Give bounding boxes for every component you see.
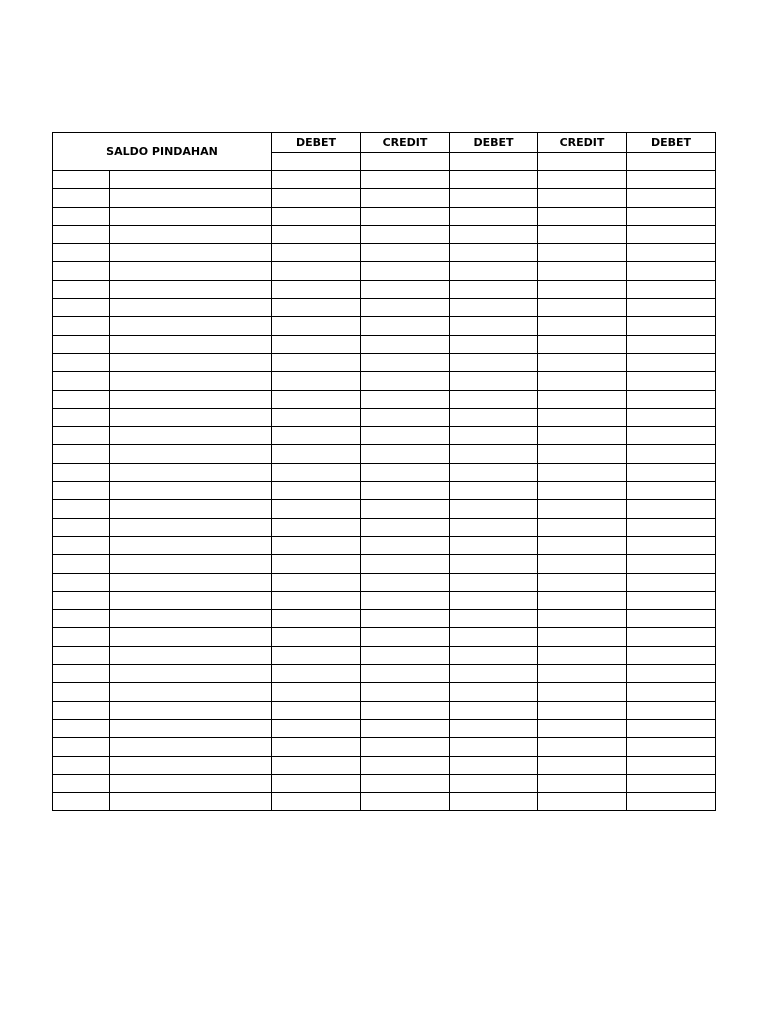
table-cell[interactable] xyxy=(361,353,450,371)
table-cell[interactable] xyxy=(110,701,272,719)
table-cell[interactable] xyxy=(450,573,538,591)
table-cell[interactable] xyxy=(627,299,716,317)
table-cell[interactable] xyxy=(538,646,627,664)
table-cell[interactable] xyxy=(272,207,361,225)
table-cell[interactable] xyxy=(272,317,361,335)
table-cell[interactable] xyxy=(627,463,716,481)
table-cell[interactable] xyxy=(450,793,538,811)
table-cell[interactable] xyxy=(627,793,716,811)
table-cell[interactable] xyxy=(53,299,110,317)
table-cell[interactable] xyxy=(272,646,361,664)
table-cell[interactable] xyxy=(272,262,361,280)
table-cell[interactable] xyxy=(53,719,110,737)
table-row xyxy=(53,171,716,189)
table-cell[interactable] xyxy=(361,738,450,756)
table-cell[interactable] xyxy=(110,299,272,317)
table-cell[interactable] xyxy=(361,719,450,737)
table-cell[interactable] xyxy=(450,756,538,774)
table-cell[interactable] xyxy=(53,774,110,792)
table-row xyxy=(53,555,716,573)
table-cell[interactable] xyxy=(450,408,538,426)
table-cell[interactable] xyxy=(538,573,627,591)
table-row xyxy=(53,591,716,609)
table-cell[interactable] xyxy=(627,518,716,536)
table-row xyxy=(53,683,716,701)
table-cell[interactable] xyxy=(538,317,627,335)
table-cell[interactable] xyxy=(110,793,272,811)
table-row xyxy=(53,463,716,481)
table-cell[interactable] xyxy=(627,482,716,500)
table-cell[interactable] xyxy=(627,500,716,518)
table-row xyxy=(53,225,716,243)
table-cell[interactable] xyxy=(627,774,716,792)
table-cell[interactable] xyxy=(272,189,361,207)
table-cell[interactable] xyxy=(272,573,361,591)
table-cell[interactable] xyxy=(110,171,272,189)
table-cell[interactable] xyxy=(538,536,627,554)
table-cell[interactable] xyxy=(361,244,450,262)
table-row xyxy=(53,774,716,792)
table-cell[interactable] xyxy=(450,482,538,500)
table-cell[interactable] xyxy=(110,262,272,280)
table-cell[interactable] xyxy=(110,408,272,426)
table-cell[interactable] xyxy=(538,628,627,646)
table-cell[interactable] xyxy=(110,646,272,664)
table-cell[interactable] xyxy=(361,793,450,811)
table-cell[interactable] xyxy=(450,390,538,408)
table-cell[interactable] xyxy=(361,555,450,573)
table-row xyxy=(53,445,716,463)
table-cell[interactable] xyxy=(272,353,361,371)
table-cell[interactable] xyxy=(538,591,627,609)
header-subcell xyxy=(538,153,627,171)
table-cell[interactable] xyxy=(450,536,538,554)
table-cell[interactable] xyxy=(450,555,538,573)
table-cell[interactable] xyxy=(53,591,110,609)
table-cell[interactable] xyxy=(53,646,110,664)
table-cell[interactable] xyxy=(450,189,538,207)
table-cell[interactable] xyxy=(272,482,361,500)
table-row xyxy=(53,628,716,646)
table-cell[interactable] xyxy=(450,628,538,646)
table-cell[interactable] xyxy=(450,445,538,463)
table-cell[interactable] xyxy=(538,427,627,445)
table-cell[interactable] xyxy=(272,280,361,298)
table-cell[interactable] xyxy=(627,610,716,628)
table-cell[interactable] xyxy=(450,244,538,262)
table-cell[interactable] xyxy=(110,555,272,573)
table-cell[interactable] xyxy=(538,463,627,481)
table-cell[interactable] xyxy=(110,244,272,262)
table-cell[interactable] xyxy=(272,427,361,445)
table-cell[interactable] xyxy=(627,756,716,774)
table-cell[interactable] xyxy=(450,591,538,609)
header-subcell xyxy=(272,153,361,171)
table-cell[interactable] xyxy=(53,207,110,225)
table-cell[interactable] xyxy=(361,390,450,408)
table-cell[interactable] xyxy=(272,774,361,792)
table-cell[interactable] xyxy=(627,207,716,225)
table-cell[interactable] xyxy=(110,280,272,298)
table-cell[interactable] xyxy=(272,390,361,408)
table-row xyxy=(53,665,716,683)
table-cell[interactable] xyxy=(272,299,361,317)
column-header-credit-2: CREDIT xyxy=(538,133,627,153)
table-cell[interactable] xyxy=(361,225,450,243)
table-cell[interactable] xyxy=(272,591,361,609)
table-cell[interactable] xyxy=(538,756,627,774)
table-cell[interactable] xyxy=(538,335,627,353)
table-cell[interactable] xyxy=(361,299,450,317)
table-cell[interactable] xyxy=(53,189,110,207)
table-cell[interactable] xyxy=(272,719,361,737)
table-cell[interactable] xyxy=(538,482,627,500)
table-cell[interactable] xyxy=(361,701,450,719)
table-cell[interactable] xyxy=(110,427,272,445)
table-cell[interactable] xyxy=(627,683,716,701)
table-cell[interactable] xyxy=(538,610,627,628)
table-cell[interactable] xyxy=(361,207,450,225)
table-cell[interactable] xyxy=(538,665,627,683)
table-cell[interactable] xyxy=(53,793,110,811)
table-cell[interactable] xyxy=(272,518,361,536)
table-cell[interactable] xyxy=(627,408,716,426)
table-cell[interactable] xyxy=(272,335,361,353)
table-cell[interactable] xyxy=(110,719,272,737)
table-cell[interactable] xyxy=(450,719,538,737)
table-cell[interactable] xyxy=(450,463,538,481)
table-cell[interactable] xyxy=(538,171,627,189)
table-cell[interactable] xyxy=(272,244,361,262)
table-cell[interactable] xyxy=(627,244,716,262)
table-cell[interactable] xyxy=(450,372,538,390)
table-cell[interactable] xyxy=(538,683,627,701)
table-title: SALDO PINDAHAN xyxy=(53,133,272,171)
table-cell[interactable] xyxy=(53,573,110,591)
table-cell[interactable] xyxy=(272,555,361,573)
table-cell[interactable] xyxy=(110,353,272,371)
header-subcell xyxy=(450,153,538,171)
table-cell[interactable] xyxy=(627,171,716,189)
table-cell[interactable] xyxy=(53,701,110,719)
table-cell[interactable] xyxy=(110,573,272,591)
table-cell[interactable] xyxy=(53,244,110,262)
table-row xyxy=(53,573,716,591)
table-cell[interactable] xyxy=(627,738,716,756)
table-cell[interactable] xyxy=(272,171,361,189)
table-cell[interactable] xyxy=(627,719,716,737)
table-cell[interactable] xyxy=(272,500,361,518)
table-cell[interactable] xyxy=(110,207,272,225)
table-cell[interactable] xyxy=(272,610,361,628)
table-row xyxy=(53,317,716,335)
header-subcell xyxy=(627,153,716,171)
table-cell[interactable] xyxy=(627,225,716,243)
table-cell[interactable] xyxy=(272,628,361,646)
table-cell[interactable] xyxy=(627,591,716,609)
column-header-debet-3: DEBET xyxy=(627,133,716,153)
table-cell[interactable] xyxy=(627,189,716,207)
table-row xyxy=(53,701,716,719)
table-cell[interactable] xyxy=(110,665,272,683)
table-cell[interactable] xyxy=(627,353,716,371)
table-cell[interactable] xyxy=(361,610,450,628)
table-row xyxy=(53,482,716,500)
table-cell[interactable] xyxy=(361,171,450,189)
table-cell[interactable] xyxy=(627,372,716,390)
table-cell[interactable] xyxy=(53,683,110,701)
table-row xyxy=(53,207,716,225)
table-cell[interactable] xyxy=(110,628,272,646)
table-cell[interactable] xyxy=(110,738,272,756)
table-cell[interactable] xyxy=(110,445,272,463)
table-cell[interactable] xyxy=(361,774,450,792)
table-cell[interactable] xyxy=(53,408,110,426)
table-row xyxy=(53,244,716,262)
table-cell[interactable] xyxy=(272,683,361,701)
table-cell[interactable] xyxy=(53,463,110,481)
table-cell[interactable] xyxy=(53,536,110,554)
table-cell[interactable] xyxy=(53,445,110,463)
table-cell[interactable] xyxy=(627,317,716,335)
table-cell[interactable] xyxy=(361,536,450,554)
table-cell[interactable] xyxy=(272,701,361,719)
table-cell[interactable] xyxy=(361,646,450,664)
table-cell[interactable] xyxy=(110,372,272,390)
table-row xyxy=(53,756,716,774)
table-row xyxy=(53,262,716,280)
table-cell[interactable] xyxy=(450,262,538,280)
table-row xyxy=(53,610,716,628)
table-row xyxy=(53,299,716,317)
table-cell[interactable] xyxy=(361,482,450,500)
table-cell[interactable] xyxy=(627,262,716,280)
table-cell[interactable] xyxy=(110,536,272,554)
table-cell[interactable] xyxy=(110,317,272,335)
table-cell[interactable] xyxy=(53,756,110,774)
table-row xyxy=(53,719,716,737)
table-cell[interactable] xyxy=(450,299,538,317)
table-cell[interactable] xyxy=(361,408,450,426)
table-row xyxy=(53,500,716,518)
table-cell[interactable] xyxy=(53,628,110,646)
table-cell[interactable] xyxy=(538,445,627,463)
table-cell[interactable] xyxy=(361,335,450,353)
table-cell[interactable] xyxy=(110,390,272,408)
table-cell[interactable] xyxy=(538,518,627,536)
table-cell[interactable] xyxy=(53,353,110,371)
table-row xyxy=(53,518,716,536)
table-cell[interactable] xyxy=(361,683,450,701)
table-cell[interactable] xyxy=(53,738,110,756)
table-cell[interactable] xyxy=(110,225,272,243)
table-cell[interactable] xyxy=(627,427,716,445)
table-cell[interactable] xyxy=(110,500,272,518)
table-cell[interactable] xyxy=(538,262,627,280)
table-cell[interactable] xyxy=(450,683,538,701)
table-cell[interactable] xyxy=(53,335,110,353)
table-cell[interactable] xyxy=(627,646,716,664)
table-cell[interactable] xyxy=(450,317,538,335)
table-row xyxy=(53,372,716,390)
table-cell[interactable] xyxy=(450,646,538,664)
table-row xyxy=(53,390,716,408)
table-cell[interactable] xyxy=(361,317,450,335)
table-cell[interactable] xyxy=(53,372,110,390)
table-cell[interactable] xyxy=(272,408,361,426)
table-cell[interactable] xyxy=(538,738,627,756)
table-cell[interactable] xyxy=(53,317,110,335)
table-row xyxy=(53,536,716,554)
table-cell[interactable] xyxy=(361,262,450,280)
column-header-credit-1: CREDIT xyxy=(361,133,450,153)
table-cell[interactable] xyxy=(361,665,450,683)
table-cell[interactable] xyxy=(538,353,627,371)
table-cell[interactable] xyxy=(627,701,716,719)
table-cell[interactable] xyxy=(627,280,716,298)
table-cell[interactable] xyxy=(538,701,627,719)
table-cell[interactable] xyxy=(53,171,110,189)
table-cell[interactable] xyxy=(110,591,272,609)
table-cell[interactable] xyxy=(627,536,716,554)
table-row xyxy=(53,793,716,811)
table-row xyxy=(53,335,716,353)
table-cell[interactable] xyxy=(538,280,627,298)
table-cell[interactable] xyxy=(361,280,450,298)
column-header-debet-2: DEBET xyxy=(450,133,538,153)
table-cell[interactable] xyxy=(110,518,272,536)
table-cell[interactable] xyxy=(450,701,538,719)
table-cell[interactable] xyxy=(450,427,538,445)
table-cell[interactable] xyxy=(110,482,272,500)
table-cell[interactable] xyxy=(272,463,361,481)
table-cell[interactable] xyxy=(538,225,627,243)
table-cell[interactable] xyxy=(110,756,272,774)
table-cell[interactable] xyxy=(361,427,450,445)
table-cell[interactable] xyxy=(538,244,627,262)
table-cell[interactable] xyxy=(53,518,110,536)
table-cell[interactable] xyxy=(272,536,361,554)
table-cell[interactable] xyxy=(627,573,716,591)
table-cell[interactable] xyxy=(450,207,538,225)
table-cell[interactable] xyxy=(450,225,538,243)
table-cell[interactable] xyxy=(538,390,627,408)
table-cell[interactable] xyxy=(450,353,538,371)
table-cell[interactable] xyxy=(110,774,272,792)
table-cell[interactable] xyxy=(272,445,361,463)
table-cell[interactable] xyxy=(272,225,361,243)
table-cell[interactable] xyxy=(538,189,627,207)
table-cell[interactable] xyxy=(450,738,538,756)
table-cell[interactable] xyxy=(272,793,361,811)
table-cell[interactable] xyxy=(627,628,716,646)
table-cell[interactable] xyxy=(538,408,627,426)
table-cell[interactable] xyxy=(450,171,538,189)
table-cell[interactable] xyxy=(538,500,627,518)
table-cell[interactable] xyxy=(272,756,361,774)
table-cell[interactable] xyxy=(272,665,361,683)
table-cell[interactable] xyxy=(361,500,450,518)
table-cell[interactable] xyxy=(450,610,538,628)
table-cell[interactable] xyxy=(361,591,450,609)
table-cell[interactable] xyxy=(53,610,110,628)
table-cell[interactable] xyxy=(110,335,272,353)
table-cell[interactable] xyxy=(53,665,110,683)
table-row xyxy=(53,353,716,371)
table-row xyxy=(53,280,716,298)
table-cell[interactable] xyxy=(627,390,716,408)
table-row xyxy=(53,646,716,664)
table-row xyxy=(53,408,716,426)
header-subcell xyxy=(361,153,450,171)
table-cell[interactable] xyxy=(361,445,450,463)
table-cell[interactable] xyxy=(361,756,450,774)
table-cell[interactable] xyxy=(272,372,361,390)
table-cell[interactable] xyxy=(538,555,627,573)
table-cell[interactable] xyxy=(627,665,716,683)
table-cell[interactable] xyxy=(53,280,110,298)
table-cell[interactable] xyxy=(627,445,716,463)
table-cell[interactable] xyxy=(450,500,538,518)
table-cell[interactable] xyxy=(538,207,627,225)
table-cell[interactable] xyxy=(361,518,450,536)
table-cell[interactable] xyxy=(53,482,110,500)
table-cell[interactable] xyxy=(538,372,627,390)
table-cell[interactable] xyxy=(538,719,627,737)
column-header-debet-1: DEBET xyxy=(272,133,361,153)
table-row xyxy=(53,738,716,756)
table-cell[interactable] xyxy=(627,555,716,573)
table-cell[interactable] xyxy=(53,555,110,573)
header-row xyxy=(53,133,716,153)
table-cell[interactable] xyxy=(450,774,538,792)
table-cell[interactable] xyxy=(450,518,538,536)
table-cell[interactable] xyxy=(53,262,110,280)
table-row xyxy=(53,189,716,207)
table-row xyxy=(53,427,716,445)
table-cell[interactable] xyxy=(538,793,627,811)
table-cell[interactable] xyxy=(361,628,450,646)
table-cell[interactable] xyxy=(450,665,538,683)
table-cell[interactable] xyxy=(361,189,450,207)
table-cell[interactable] xyxy=(627,335,716,353)
table-cell[interactable] xyxy=(361,463,450,481)
table-cell[interactable] xyxy=(538,299,627,317)
table-cell[interactable] xyxy=(53,427,110,445)
table-cell[interactable] xyxy=(361,372,450,390)
table-cell[interactable] xyxy=(450,335,538,353)
table-cell[interactable] xyxy=(53,225,110,243)
table-cell[interactable] xyxy=(53,390,110,408)
table-cell[interactable] xyxy=(450,280,538,298)
table-cell[interactable] xyxy=(272,738,361,756)
table-cell[interactable] xyxy=(53,500,110,518)
table-cell[interactable] xyxy=(110,189,272,207)
table-cell[interactable] xyxy=(110,610,272,628)
table-cell[interactable] xyxy=(538,774,627,792)
table-cell[interactable] xyxy=(110,683,272,701)
table-cell[interactable] xyxy=(361,573,450,591)
table-cell[interactable] xyxy=(110,463,272,481)
ledger-table xyxy=(52,132,716,811)
